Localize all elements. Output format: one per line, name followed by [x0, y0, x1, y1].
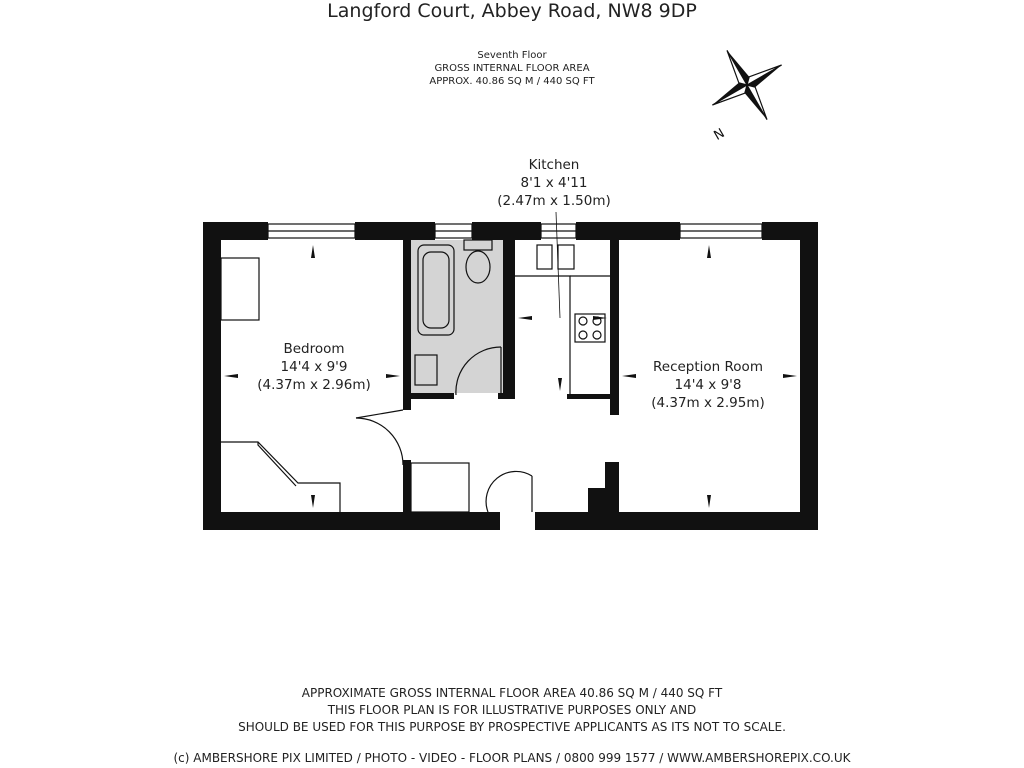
disclaimer-line-2: THIS FLOOR PLAN IS FOR ILLUSTRATIVE PURPOSES ONLY AND [327, 703, 697, 717]
disclaimer-line-3: SHOULD BE USED FOR THIS PURPOSE BY PROSPECTIVE APPLICANTS AS ITS NOT TO SCALE. [238, 720, 786, 734]
floor-name: Seventh Floor [477, 50, 547, 61]
reception-name: Reception Room [653, 359, 763, 375]
disclaimer [0, 685, 1024, 736]
area-value: APPROX. 40.86 SQ M / 440 SQ FT [429, 76, 595, 87]
disclaimer-line-1: APPROXIMATE GROSS INTERNAL FLOOR AREA 40.86 SQ M / 440 SQ FT [301, 686, 723, 700]
kitchen-metric: (2.47m x 1.50m) [497, 193, 611, 209]
kitchen-label [484, 156, 624, 210]
footer-credit: (c) AMBERSHORE PIX LIMITED / PHOTO - VIDEO - FLOOR PLANS / 0800 999 1577 / WWW.AMBERSHOREPIX.CO.UK [173, 751, 851, 765]
bedroom-name: Bedroom [283, 341, 345, 357]
reception-label [628, 358, 788, 412]
north-label: N [711, 125, 728, 144]
bedroom-metric: (4.37m x 2.96m) [257, 377, 371, 393]
plan-title: Langford Court, Abbey Road, NW8 9DP [327, 0, 697, 22]
reception-imperial: 14'4 x 9'8 [674, 377, 742, 393]
bedroom-label [244, 340, 384, 394]
kitchen-name: Kitchen [528, 157, 580, 173]
bedroom-imperial: 14'4 x 9'9 [280, 359, 348, 375]
area-heading: GROSS INTERNAL FLOOR AREA [434, 63, 590, 74]
kitchen-imperial: 8'1 x 4'11 [520, 175, 588, 191]
reception-metric: (4.37m x 2.95m) [651, 395, 765, 411]
